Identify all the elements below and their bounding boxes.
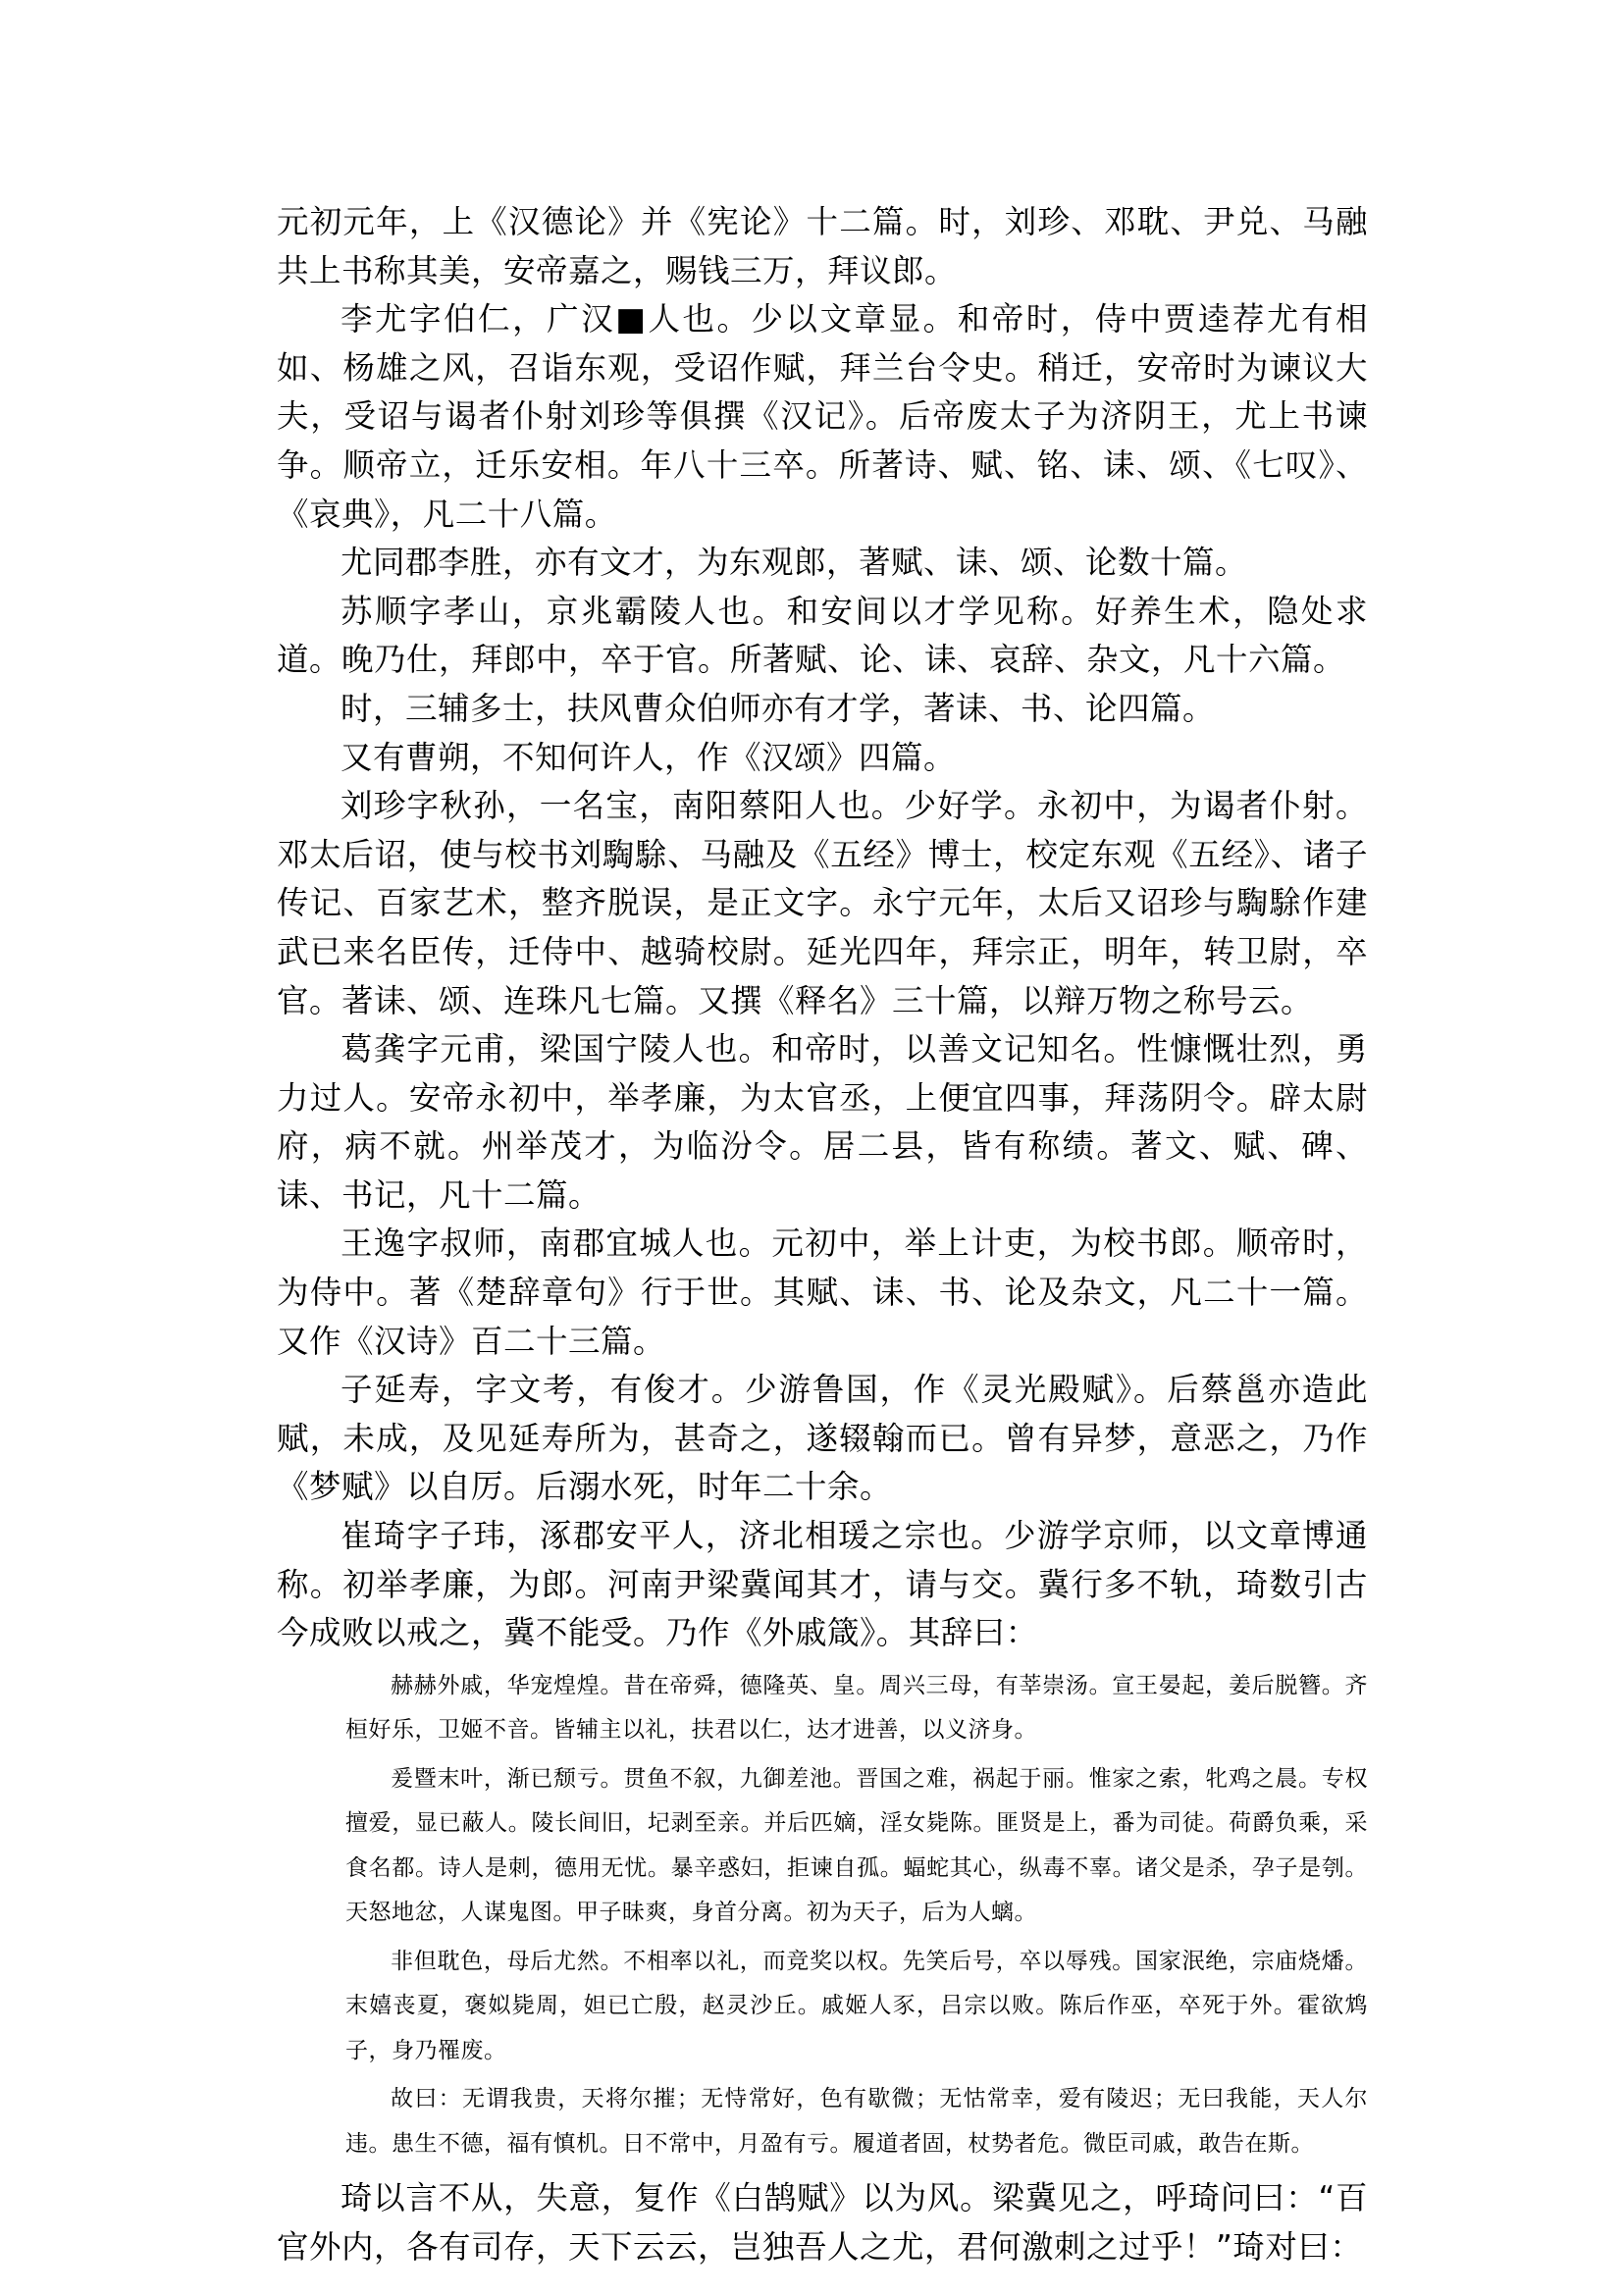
quote-stanza: 故曰：无谓我贵，天将尔摧；无恃常好，色有歇微；无怙常幸，爱有陵迟；无曰我能，天人尔违。患生不德，福有慎机。日不常中，月盈有亏。履道者固，杖势者危。微臣司戚，敢告在斯。 — [345, 2086, 1368, 2157]
paragraph: 元初元年，上《汉德论》并《宪论》十二篇。时，刘珍、邓耽、尹兑、马融共上书称其美，安帝嘉之，赐钱三万，拜议郎。 — [277, 203, 1368, 289]
document-page — [277, 198, 1368, 2272]
closing-paragraph: 琦以言不从，失意，复作《白鹄赋》以为风。梁冀见之，呼琦问曰：“百官外内，各有司存，天下云云，岂独吾人之尤，君何激刺之过乎！”琦对曰： — [277, 2179, 1368, 2266]
quote-stanza: 赫赫外戚，华宠煌煌。昔在帝舜，德隆英、皇。周兴三母，有莘崇汤。宣王晏起，姜后脱簪。齐桓好乐，卫姬不音。皆辅主以礼，扶君以仁，达才进善，以义济身。 — [345, 1672, 1368, 1744]
paragraph: 时，三辅多士，扶风曹众伯师亦有才学，著诔、书、论四篇。 — [341, 689, 1216, 727]
paragraph: 子延寿，字文考，有俊才。少游鲁国，作《灵光殿赋》。后蔡邕亦造此赋，未成，及见延寿所为，甚奇之，遂辍翰而已。曾有异梦，意恶之，乃作《梦赋》以自厉。后溺水死，时年二十余。 — [277, 1371, 1368, 1506]
paragraph: 苏顺字孝山，京兆霸陵人也。和安间以才学见称。好养生术，隐处求道。晚乃仕，拜郎中，卒于官。所著赋、论、诔、哀辞、杂文，凡十六篇。 — [277, 592, 1368, 679]
paragraph: 刘珍字秋孙，一名宝，南阳蔡阳人也。少好学。永初中，为谒者仆射。邓太后诏，使与校书刘騊駼、马融及《五经》博士，校定东观《五经》、诸子传记、百家艺术，整齐脱误，是正文字。永宁元年，太后又诏珍与騊駼作建武已来名臣传，迁侍中、越骑校尉。延光四年，拜宗正，明年，转卫尉，卒官。著诔、颂、连珠凡七篇。又撰《释名》三十篇，以辩万物之称号云。 — [277, 787, 1368, 1019]
paragraph: 崔琦字子玮，涿郡安平人，济北相瑗之宗也。少游学京师，以文章博通称。初举孝廉，为郎。河南尹梁冀闻其才，请与交。冀行多不轨，琦数引古今成败以戒之，冀不能受。乃作《外戚箴》。其辞曰： — [277, 1517, 1368, 1652]
quote-stanza: 非但耽色，母后尤然。不相率以礼，而竞奖以权。先笑后号，卒以辱残。国家泯绝，宗庙烧燔。末嬉丧夏，褒姒毙周，妲已亡殷，赵灵沙丘。戚姬人豕，吕宗以败。陈后作巫，卒死于外。霍欲鸩子，身乃罹废。 — [345, 1948, 1368, 2063]
quote-stanza: 爰暨末叶，渐已颓亏。贯鱼不叙，九御差池。晋国之难，祸起于丽。惟家之索，牝鸡之晨。专权擅爱，显已蔽人。陵长间旧，圮剥至亲。并后匹嫡，淫女毙陈。匪贤是上，番为司徒。荷爵负乘，采食名都。诗人是刺，德用无忧。暴辛惑妇，拒谏自孤。蝠蛇其心，纵毒不辜。诸父是杀，孕子是刳。天怒地忿，人谋鬼图。甲子昧爽，身首分离。初为天子，后为人螭。 — [345, 1765, 1368, 1926]
paragraph: 又有曹朔，不知何许人，作《汉颂》四篇。 — [341, 738, 957, 776]
quoted-admonition — [277, 1664, 1368, 2167]
paragraph: 李尤字伯仁，广汉■人也。少以文章显。和帝时，侍中贾逵荐尤有相如、杨雄之风，召诣东观，受诏作赋，拜兰台令史。稍迁，安帝时为谏议大夫，受诏与谒者仆射刘珍等俱撰《汉记》。后帝废太子为济阴王，尤上书谏争。顺帝立，迁乐安相。年八十三卒。所著诗、赋、铭、诔、颂、《七叹》、《哀典》，凡二十八篇。 — [277, 300, 1368, 533]
paragraph: 葛龚字元甫，梁国宁陵人也。和帝时，以善文记知名。性慷慨壮烈，勇力过人。安帝永初中，举孝廉，为太官丞，上便宜四事，拜荡阴令。辟太尉府，病不就。州举茂才，为临汾令。居二县，皆有称绩。著文、赋、碑、诔、书记，凡十二篇。 — [277, 1030, 1368, 1214]
paragraph: 尤同郡李胜，亦有文才，为东观郎，著赋、诔、颂、论数十篇。 — [341, 544, 1248, 582]
paragraph: 王逸字叔师，南郡宜城人也。元初中，举上计吏，为校书郎。顺帝时，为侍中。著《楚辞章句》行于世。其赋、诔、书、论及杂文，凡二十一篇。又作《汉诗》百二十三篇。 — [277, 1225, 1368, 1360]
